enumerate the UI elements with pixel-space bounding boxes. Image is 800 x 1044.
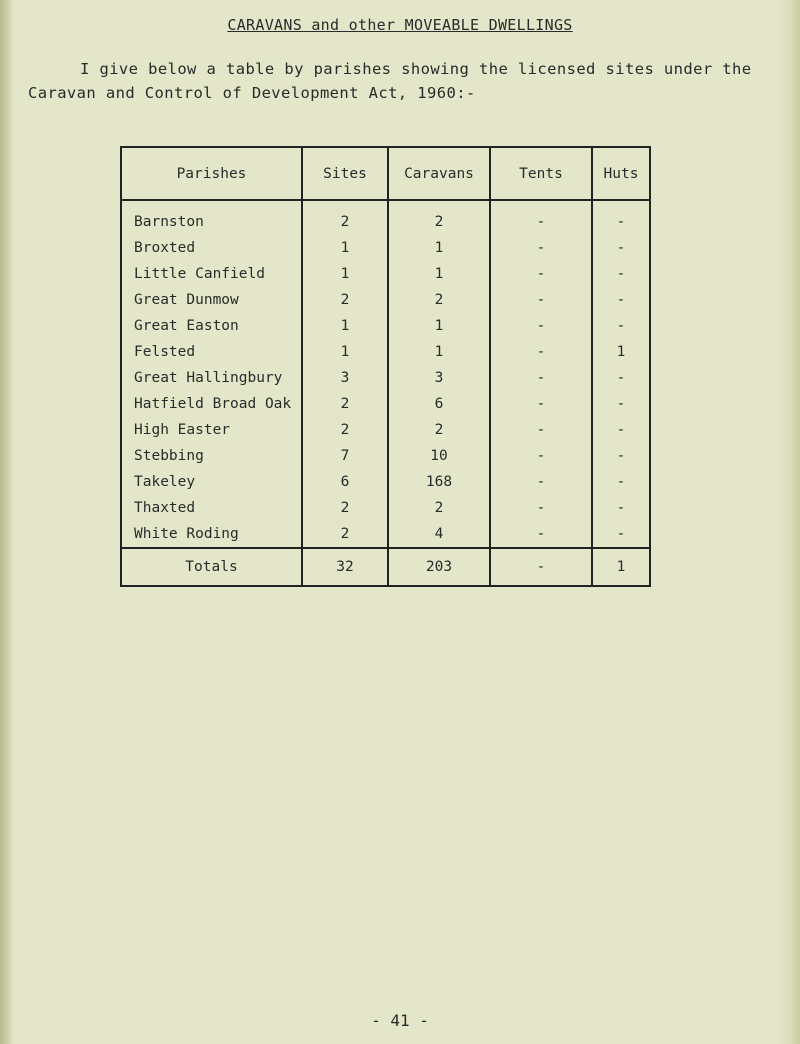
parish-cell: Thaxted <box>121 495 302 521</box>
caravans-cell: 10 <box>388 443 490 469</box>
parish-cell: High Easter <box>121 417 302 443</box>
table-row <box>121 313 650 339</box>
table-row <box>121 235 650 261</box>
tents-cell: - <box>490 200 592 235</box>
huts-cell: - <box>592 469 650 495</box>
caravans-cell: 1 <box>388 339 490 365</box>
huts-cell: - <box>592 235 650 261</box>
header-caravans: Caravans <box>388 147 490 200</box>
sites-cell: 6 <box>302 469 388 495</box>
tents-cell: - <box>490 391 592 417</box>
huts-cell: - <box>592 495 650 521</box>
totals-row <box>121 548 650 586</box>
sites-cell: 3 <box>302 365 388 391</box>
caravans-cell: 2 <box>388 495 490 521</box>
parish-cell: Barnston <box>121 200 302 235</box>
page-title: CARAVANS and other MOVEABLE DWELLINGS <box>227 16 573 34</box>
caravans-cell: 4 <box>388 521 490 548</box>
tents-cell: - <box>490 261 592 287</box>
sites-cell: 2 <box>302 200 388 235</box>
tents-cell: - <box>490 235 592 261</box>
intro-paragraph <box>28 57 768 105</box>
parish-cell: Takeley <box>121 469 302 495</box>
page-right-edge <box>778 0 800 1044</box>
table-row <box>121 200 650 235</box>
sites-cell: 2 <box>302 417 388 443</box>
tents-cell: - <box>490 495 592 521</box>
page-left-edge <box>0 0 14 1044</box>
table-row <box>121 495 650 521</box>
table-row <box>121 365 650 391</box>
caravans-cell: 1 <box>388 235 490 261</box>
table-row <box>121 469 650 495</box>
tents-cell: - <box>490 287 592 313</box>
table-row <box>121 521 650 548</box>
sites-cell: 2 <box>302 495 388 521</box>
parish-cell: Hatfield Broad Oak <box>121 391 302 417</box>
huts-cell: - <box>592 443 650 469</box>
table-row <box>121 417 650 443</box>
page-number: - 41 - <box>371 1011 429 1030</box>
table-header-row <box>121 147 650 200</box>
huts-cell: 1 <box>592 339 650 365</box>
caravans-cell: 1 <box>388 313 490 339</box>
tents-cell: - <box>490 313 592 339</box>
sites-cell: 1 <box>302 313 388 339</box>
caravans-cell: 3 <box>388 365 490 391</box>
huts-cell: - <box>592 521 650 548</box>
header-parishes: Parishes <box>121 147 302 200</box>
table-row <box>121 287 650 313</box>
caravans-cell: 2 <box>388 200 490 235</box>
table-row <box>121 391 650 417</box>
caravans-cell: 1 <box>388 261 490 287</box>
sites-cell: 1 <box>302 261 388 287</box>
huts-cell: - <box>592 313 650 339</box>
sites-cell: 1 <box>302 339 388 365</box>
totals-caravans: 203 <box>388 548 490 586</box>
tents-cell: - <box>490 365 592 391</box>
totals-huts: 1 <box>592 548 650 586</box>
intro-line-2: Caravan and Control of Development Act, 1960:- <box>28 84 476 102</box>
huts-cell: - <box>592 261 650 287</box>
intro-line-1: I give below a table by parishes showing the licensed sites under the <box>80 60 752 78</box>
tents-cell: - <box>490 469 592 495</box>
parish-cell: Little Canfield <box>121 261 302 287</box>
parish-cell: Stebbing <box>121 443 302 469</box>
sites-cell: 2 <box>302 521 388 548</box>
header-huts: Huts <box>592 147 650 200</box>
sites-cell: 7 <box>302 443 388 469</box>
caravans-cell: 2 <box>388 287 490 313</box>
parish-cell: Broxted <box>121 235 302 261</box>
licensed-sites-table <box>120 146 651 587</box>
huts-cell: - <box>592 391 650 417</box>
sites-cell: 2 <box>302 391 388 417</box>
parish-cell: Great Easton <box>121 313 302 339</box>
totals-sites: 32 <box>302 548 388 586</box>
parish-cell: Felsted <box>121 339 302 365</box>
tents-cell: - <box>490 417 592 443</box>
header-tents: Tents <box>490 147 592 200</box>
caravans-cell: 168 <box>388 469 490 495</box>
sites-cell: 1 <box>302 235 388 261</box>
table-body <box>121 200 650 548</box>
parish-cell: White Roding <box>121 521 302 548</box>
table-row <box>121 339 650 365</box>
parish-cell: Great Dunmow <box>121 287 302 313</box>
tents-cell: - <box>490 339 592 365</box>
huts-cell: - <box>592 200 650 235</box>
tents-cell: - <box>490 521 592 548</box>
huts-cell: - <box>592 287 650 313</box>
table-row <box>121 443 650 469</box>
huts-cell: - <box>592 417 650 443</box>
totals-tents: - <box>490 548 592 586</box>
huts-cell: - <box>592 365 650 391</box>
parish-cell: Great Hallingbury <box>121 365 302 391</box>
caravans-cell: 6 <box>388 391 490 417</box>
sites-cell: 2 <box>302 287 388 313</box>
caravans-cell: 2 <box>388 417 490 443</box>
table-row <box>121 261 650 287</box>
header-sites: Sites <box>302 147 388 200</box>
tents-cell: - <box>490 443 592 469</box>
totals-label: Totals <box>121 548 302 586</box>
